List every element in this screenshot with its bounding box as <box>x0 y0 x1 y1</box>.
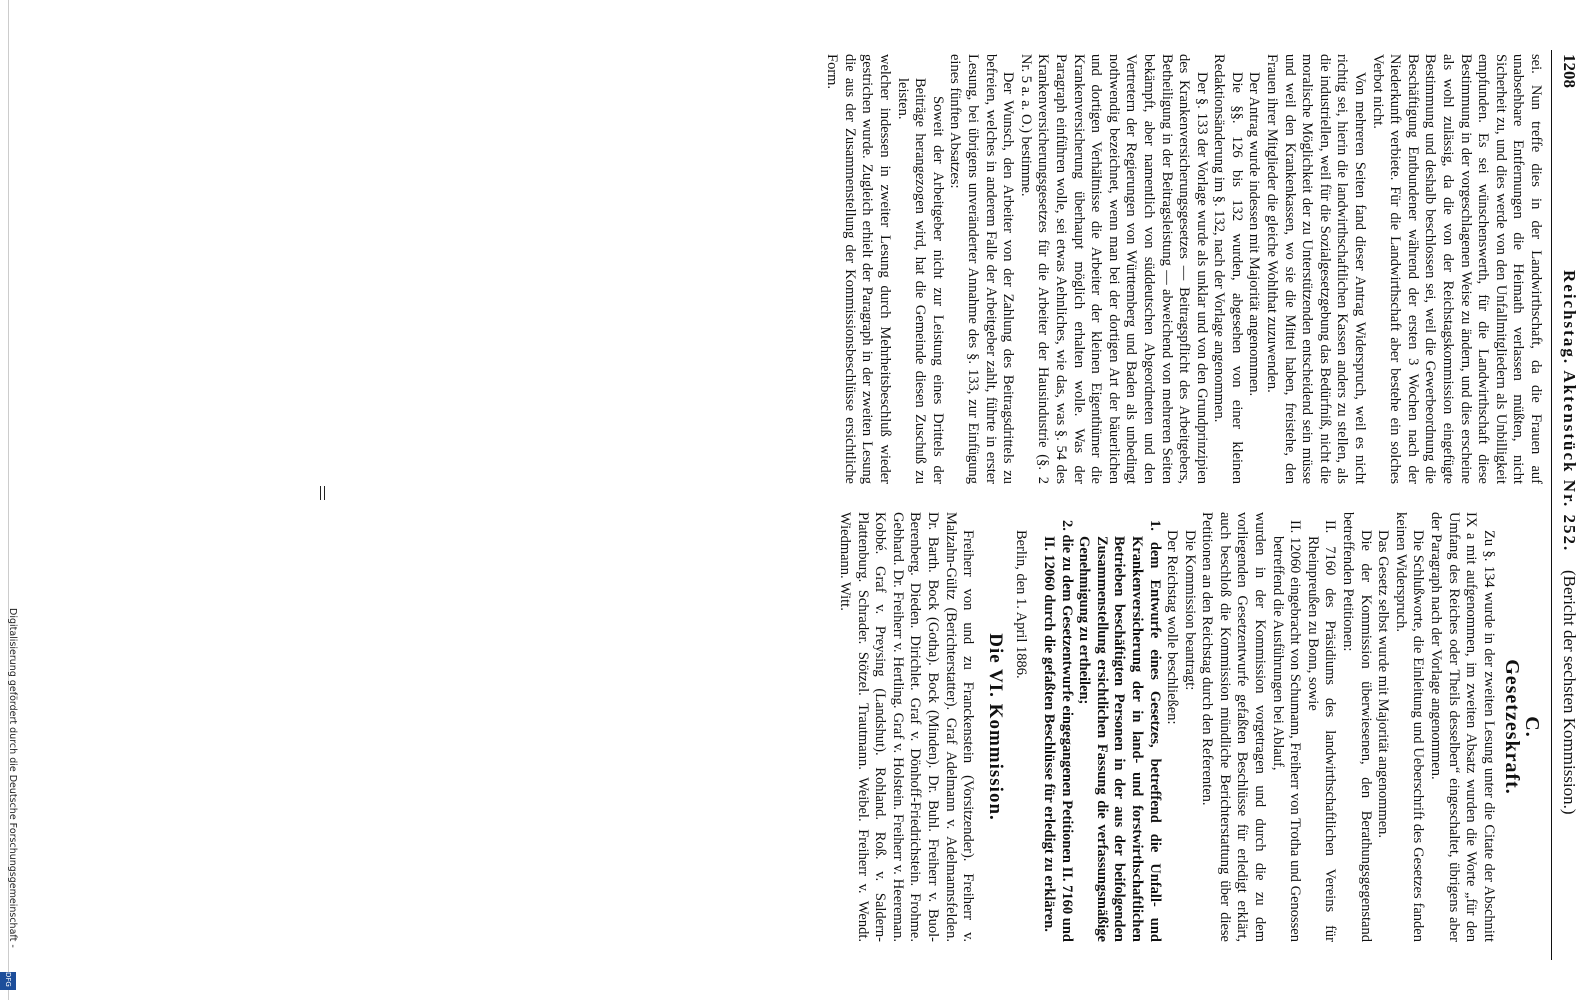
left-column <box>823 54 1544 484</box>
quoted-paragraph: Soweit der Arbeitgeber nicht zur Leistung eines Drittels der Beiträge herangezogen wird, hat die Gemeinde diesen Zuschuß zu leisten. <box>894 78 946 484</box>
proposal-item: 1. dem Entwurfe eines Gesetzes, betreffend die Unfall- und Krankenversicherung der in land- und forstwirthschaftlichen Betrieben beschäftigten Personen in der aus der beifolgenden Zusammenstellung ersichtlichen Fassung die verfassungsmäßige Genehmigung zu ertheilen; <box>1076 520 1163 942</box>
funding-note: Digitalisierung gefördert durch die Deutsche Forschungsgemeinschaft - <box>7 608 18 948</box>
paragraph: Der Antrag wurde indessen mit Majorität angenommen. <box>1246 72 1263 397</box>
page-header <box>1552 50 1582 950</box>
petition-item: II. 12060 eingebracht von Schumann, Freiherr von Trotha und Genossen betreffend die Ausführungen bei Ablauf, <box>1269 520 1304 942</box>
page-running-title: Reichstag. Aktenstück Nr. 252. <box>1560 270 1579 553</box>
petition-item: II. 7160 des Präsidiums des landwirthschaftlichen Vereins für Rheinpreußen zu Bonn, sowie <box>1304 520 1339 942</box>
paragraph: Die der Kommission überwiesenen, den Berathungsgegenstand betreffenden Petitionen: <box>1340 512 1374 942</box>
section-title: Gesetzeskraft. <box>1501 659 1524 795</box>
page-section-note: (Bericht der sechsten Kommission.) <box>1560 570 1579 815</box>
commission-title: Die VI. Kommission. <box>984 633 1006 821</box>
paragraph: sei. Nun treffe dies in der Landwirthschaft, da die Frauen auf unabsehbare Entfernungen die Heimath verlassen müßten, nicht Sicherheit zu, und dies werde von den Unfallmitgliedern als Unbilligkeit empfunden. Es sei wünschenswerth, für die Landwirthschaft diese Bestimmung in der vorgeschlagenen Weise zu ändern, und dies erscheine als wohl zulässig, da die von der Reichstagskommission eingefügte Bestimmung und deshalb beschlossen sei, weil die Gewerbeordnung die Beschäftigung Entbundener während der ersten 3 Wochen nach der Niederkunft verbiete. Für die Landwirthschaft aber bestehe ein solches Verbot nicht. <box>1369 54 1544 484</box>
paragraph: Das Gesetz selbst wurde mit Majorität angenommen. <box>1375 530 1392 839</box>
proposal-lead: Der Reichstag wolle beschließen: <box>1164 530 1181 725</box>
section-letter: C. <box>1521 716 1543 738</box>
document-page <box>362 50 1582 970</box>
page-number: 1208 <box>1560 54 1579 88</box>
paragraph: welcher indessen in zweiter Lesung durch Mehrheitsbeschluß wieder gestrichen wurde. Zugleich erhielt der Paragraph in der zweiten Lesung die aus der Zusammenstellung der Kommissionsbeschlüsse ersichtliche Form. <box>824 54 894 484</box>
member-list: Freiherr von und zu Franckenstein (Vorsitzender). Freiherr v. Malzahn-Gültz (Berichterstatter). Graf Adelmann v. Adelmannsfelden. Dr. Barth. Bock (Gotha). Bock (Minden). Dr. Buhl. Freiherr v. Buol-Berenberg. Dieden. Dirichlet. Graf v. Dönhoff-Friedrichstein. Frohme. Gebhard. Dr. Freiherr v. Hertling. Graf v. Holstein. Freiherr v. Heereman. Kobbé. Graf v. Preysing (Landshut). Rohland. Roß. v. Saldern-Plattenburg. Schrader. Stötzel. Trautmann. Weibel. Freiherr v. Wendt. Wiedmann. Witt. <box>837 512 977 942</box>
dfg-logo <box>0 972 16 990</box>
column-mark <box>320 486 321 500</box>
paragraph: Der §. 133 der Vorlage wurde als unklar und von den Grundprinzipien des Krankenversicherungsgesetzes — Beitragspflicht des Arbeitgebers, Betheiligung in der Beitragsleistung — abweichend von mehreren Seiten bekämpft, aber namentlich von süddeutschen Abgeordneten und den Vertretern der Regierungen von Württemberg und Baden als unbedingt nothwendig bezeichnet, wenn man bei der dortigen Art der bäuerlichen und dortigen Verhältnisse die Arbeiter der kleinen Eigenthümer die Krankenversicherung überhaupt möglich erhalten wolle. Was der Paragraph einführen wolle, sei etwas Aehnliches, wie das, was §. 54 des Krankenversicherungsgesetzes für die Arbeiter der Hausindustrie (§. 2 Nr. 5 a. a. O.) bestimme. <box>1017 54 1210 484</box>
paragraph: Der Wunsch, den Arbeiter von der Zahlung des Beitragsdrittels zu befreien, welches in anderem Falle der Arbeitgeber zahlt, führte in erster Lesung, bei übrigens unveränderter Annahme des §. 133, zur Einfügung eines fünften Absatzes: <box>947 54 1017 484</box>
petition-list <box>1268 512 1338 942</box>
paragraph: wurden in der Kommission vorgetragen und durch die zu dem vorliegenden Gesetzentwurfe gefaßten Beschlüsse für erledigt erklärt, auch beschloß die Kommission mündliche Berichterstattung über diese Petitionen an den Reichstag durch den Referenten. <box>1199 512 1269 942</box>
right-column <box>835 512 1544 942</box>
proposal-intro: Die Kommission beantragt: <box>1181 530 1198 691</box>
column-mark <box>324 486 325 500</box>
paragraph: Von mehreren Seiten fand dieser Antrag Widerspruch, weil es nicht richtig sei, hierin die landwirthschaftlichen Kassen anders zu stellen, als die industriellen, weil für die Sozialgesetzgebung das Bedürfniß, nicht die moralische Möglichkeit der zu Unterstützenden entscheidend sein müsse und weil den Krankenkassen, wo sie die Mittel haben, freistehe, den Frauen ihrer Mitglieder die gleiche Wohlthat zuzuwenden. <box>1264 54 1369 484</box>
date-line: Berlin, den 1. April 1886. <box>1013 530 1030 679</box>
dfg-logo-text: DFG <box>4 972 12 987</box>
paragraph: Die Schlußworte, die Einleitung und Ueberschrift des Gesetzes fanden keinen Widerspruch. <box>1392 512 1427 942</box>
proposal-list <box>1039 512 1162 942</box>
paragraph: Zu §. 134 wurde in der zweiten Lesung unter die Citate der Abschnitt IX a mit aufgenommen, im zweiten Absatz wurden die Worte „für den Umfang des Reiches oder Theils desselben“ eingeschaltet, übrigens aber der Paragraph nach der Vorlage angenommen. <box>1428 512 1497 942</box>
proposal-item: 2. die zu dem Gesetzentwurfe eingegangenen Petitionen II. 7160 und II. 12060 durch die gefaßten Beschlüsse für erledigt zu erklären. <box>1040 520 1075 942</box>
paragraph: Die §§. 126 bis 132 wurden, abgesehen von einer kleinen Redaktionsänderung im §. 132, nach der Vorlage angenommen. <box>1211 54 1245 484</box>
header-rule <box>1551 50 1552 960</box>
